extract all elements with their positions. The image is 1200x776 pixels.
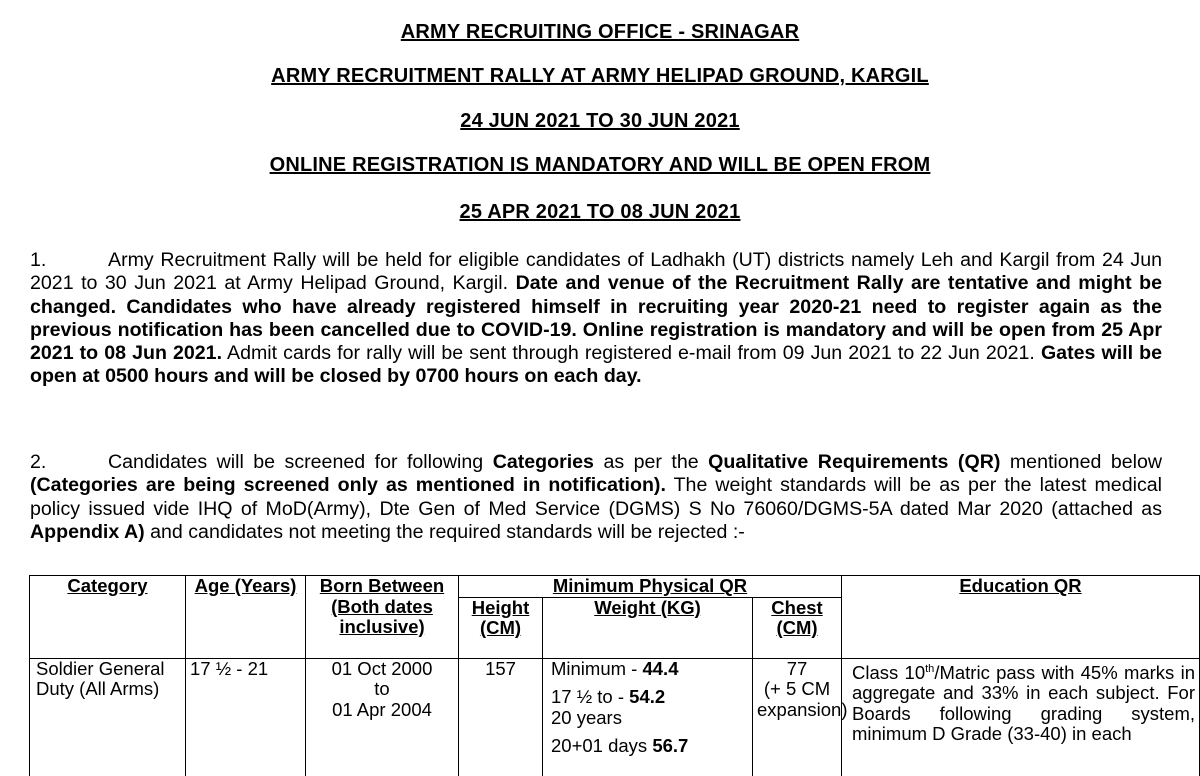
table-header-row — [30, 576, 1200, 598]
row-weight-b-value: 54.2 — [629, 686, 666, 707]
header-weight: Weight (KG) — [543, 597, 753, 658]
header-category: Category — [30, 576, 186, 659]
row-chest-expansion: (+ 5 CM expansion) — [757, 678, 848, 720]
paragraph-1-text-a: Army Recruitment Rally will be held for eligible candidates of Ladhakh (UT) districts namely Leh and Kargil from 24 Jun 2021 to 30 Jun 2021 at Army Helipad Ground, Kargil. — [30, 249, 1162, 295]
paragraph-2-bold-a: Categories — [492, 451, 594, 473]
paragraph-2 — [30, 451, 1162, 544]
paragraph-2-text-c: mentioned below — [1009, 451, 1163, 473]
paragraph-2-bold-d: Appendix A) — [30, 520, 145, 543]
header-min-physical: Minimum Physical QR — [459, 576, 842, 598]
paragraph-1-number: 1. — [30, 249, 47, 271]
row-weight-c-label: 20+01 days — [551, 735, 653, 756]
row-weight-min-value: 44.4 — [642, 657, 679, 679]
row-weight-b-label: 17 ½ to - — [551, 686, 630, 707]
heading-registration: ONLINE REGISTRATION IS MANDATORY AND WILL BE OPEN FROM — [269, 154, 931, 176]
paragraph-2-text-b: as per the — [603, 451, 699, 473]
row-height: 157 — [459, 658, 543, 776]
header-born: Born Between — [319, 575, 445, 596]
paragraph-1-bold-a: Date and venue of the Recruitment Rally are tentative and might be changed. Candidates who have already registered himself in recruiting year 2020-21 need to register again as the previous notification has been cancelled due to COVID-19. Online registration is mandatory and will be open from 25 Apr 2021 to 08 Jun 2021. — [30, 272, 1162, 365]
table-row — [30, 658, 1200, 776]
row-born-to: 01 Apr 2004 — [332, 698, 432, 720]
row-education-a: Class 10 — [852, 661, 926, 683]
header-education: Education QR — [842, 576, 1200, 659]
paragraph-2-text-e: and candidates not meeting the required standards will be rejected :- — [150, 520, 745, 543]
paragraph-2-bold-c: (Categories are being screened only as mentioned in notification). — [30, 474, 666, 497]
row-weight — [543, 658, 753, 776]
row-chest-value: 77 — [786, 657, 808, 679]
row-born-to-word: to — [374, 678, 390, 699]
header-age: Age (Years) — [186, 576, 306, 659]
row-weight-c-value: 56.7 — [652, 735, 689, 756]
paragraph-2-text-d: The weight standards will be as per the latest medical policy issued vide IHQ of MoD(Army), Dte Gen of Med Service (DGMS) S No 76060/DGMS-5A dated Mar 2020 (attached as — [30, 474, 1162, 520]
paragraph-2-number: 2. — [30, 451, 47, 473]
row-age: 17 ½ - 21 — [186, 658, 306, 776]
header-born-cell — [306, 576, 459, 659]
row-born-from: 01 Oct 2000 — [331, 657, 433, 679]
paragraph-2-bold-b: Qualitative Requirements (QR) — [708, 451, 1001, 473]
row-chest — [753, 657, 848, 776]
heading-office: ARMY RECRUITING OFFICE - SRINAGAR — [400, 21, 800, 43]
row-weight-b-suffix: 20 years — [551, 706, 622, 728]
paragraph-2-text-a: Candidates will be screened for following — [108, 451, 484, 473]
heading-registration-dates: 25 APR 2021 TO 08 JUN 2021 — [459, 201, 741, 223]
paragraph-1 — [30, 249, 1162, 389]
row-education-b: /Matric pass with 45% marks in aggregate and 33% in each subject. For Boards following grading system, minimum D Grade (33-40) in each — [852, 661, 1195, 745]
header-born-note: (Both dates inclusive) — [331, 595, 433, 637]
row-education-sup: th — [925, 662, 935, 675]
heading-rally: ARMY RECRUITMENT RALLY AT ARMY HELIPAD GROUND, KARGIL — [271, 65, 929, 87]
heading-rally-dates: 24 JUN 2021 TO 30 JUN 2021 — [460, 110, 740, 132]
header-height: Height (CM) — [459, 597, 543, 658]
row-category: Soldier General Duty (All Arms) — [30, 658, 186, 776]
row-weight-min-label: Minimum - — [551, 657, 643, 679]
paragraph-1-bold-b: Gates will be open at 0500 hours and will be closed by 0700 hours on each day. — [30, 342, 1162, 388]
row-education — [842, 658, 1200, 776]
qualitative-requirements-table — [29, 575, 1200, 776]
paragraph-1-text-b: Admit cards for rally will be sent through registered e-mail from 09 Jun 2021 to 22 Jun 2021. — [227, 342, 1035, 365]
header-chest: Chest (CM) — [753, 597, 842, 658]
row-born-between — [306, 658, 459, 776]
